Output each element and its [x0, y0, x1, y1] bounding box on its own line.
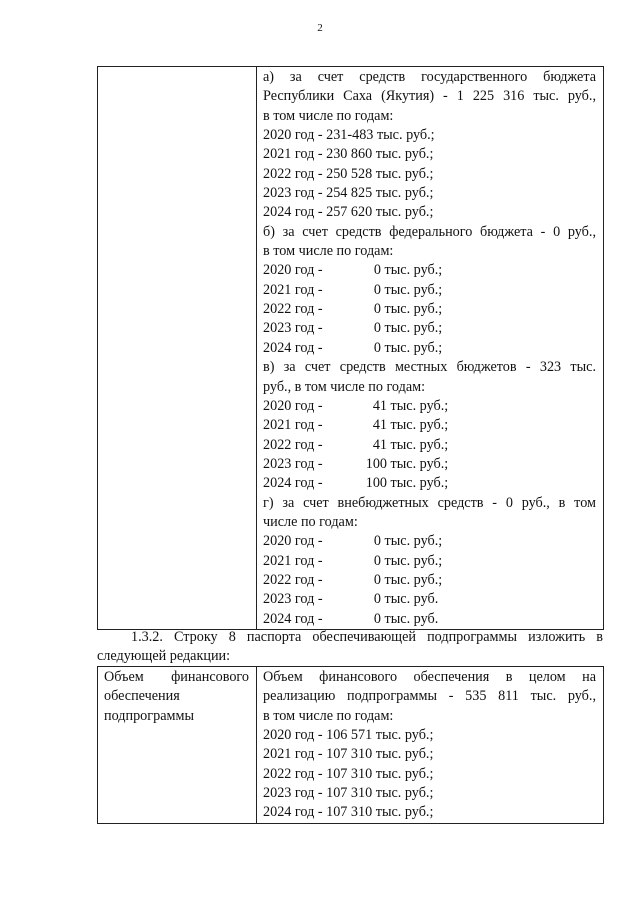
amendment-paragraph-line-2: следующей редакции:: [97, 648, 231, 664]
funding-b-year-row: 2022 год - 0 тыс. руб.;: [263, 301, 443, 318]
page-number: 2: [317, 22, 323, 34]
funding-b-line-2: в том числе по годам:: [263, 243, 394, 260]
funding-v-year-row: 2024 год - 100 тыс. руб.;: [263, 475, 449, 492]
funding-sources-cell: [257, 67, 604, 630]
row-label-cell: [98, 667, 257, 824]
funding-v-line-1: в) за счет средств местных бюджетов - 323 тыс.: [263, 359, 596, 376]
funding-g-line-1: г) за счет внебюджетных средств - 0 руб., в том: [263, 494, 596, 511]
funding-g-year-row: 2024 год - 0 тыс. руб.: [263, 610, 439, 627]
funding-a-year-2021: 2021 год - 230 860 тыс. руб.;: [263, 146, 434, 163]
funding-a-year-2022: 2022 год - 250 528 тыс. руб.;: [263, 165, 434, 182]
funding-v-line-2: руб., в том числе по годам:: [263, 378, 426, 395]
row-label-line-2: обеспечения: [104, 688, 180, 705]
funding-a-line-1: а) за счет средств государственного бюджета: [263, 69, 596, 85]
funding-g-year-row: 2023 год - 0 тыс. руб.: [263, 591, 439, 608]
subprogram-year-2021: 2021 год - 107 310 тыс. руб.;: [263, 746, 434, 763]
funding-v-year-row: 2020 год - 41 тыс. руб.;: [263, 397, 449, 414]
funding-v-year-row: 2021 год - 41 тыс. руб.;: [263, 417, 449, 434]
funding-a-year-2024: 2024 год - 257 620 тыс. руб.;: [263, 204, 434, 221]
funding-b-year-row: 2021 год - 0 тыс. руб.;: [263, 281, 443, 298]
funding-v-year-row: 2022 год - 41 тыс. руб.;: [263, 436, 449, 453]
subprogram-year-2023: 2023 год - 107 310 тыс. руб.;: [263, 785, 434, 802]
funding-a-line-3: в том числе по годам:: [263, 107, 394, 124]
subprogram-financing-cell: [257, 667, 604, 824]
financing-table-continued: [97, 66, 604, 630]
subprogram-year-2022: 2022 год - 107 310 тыс. руб.;: [263, 765, 434, 782]
funding-v-year-row: 2023 год - 100 тыс. руб.;: [263, 455, 449, 472]
empty-left-cell: [98, 67, 257, 630]
funding-a-line-2: Республики Саха (Якутия) - 1 225 316 тыс. руб.,: [263, 88, 596, 105]
funding-b-line-1: б) за счет средств федерального бюджета - 0 руб.,: [263, 223, 596, 240]
funding-g-year-row: 2022 год - 0 тыс. руб.;: [263, 571, 443, 588]
funding-g-year-row: 2021 год - 0 тыс. руб.;: [263, 552, 443, 569]
funding-a-year-2023: 2023 год - 254 825 тыс. руб.;: [263, 185, 434, 202]
funding-g-year-row: 2020 год - 0 тыс. руб.;: [263, 533, 443, 550]
subprogram-financing-line-2: реализацию подпрограммы - 535 811 тыс. руб.,: [263, 688, 596, 705]
subprogram-financing-table: [97, 666, 604, 824]
row-label-line-3: подпрограммы: [104, 707, 194, 724]
subprogram-year-2024: 2024 год - 107 310 тыс. руб.;: [263, 804, 434, 821]
funding-a-year-2020: 2020 год - 231-483 тыс. руб.;: [263, 127, 435, 144]
subprogram-year-2020: 2020 год - 106 571 тыс. руб.;: [263, 727, 434, 744]
amendment-paragraph-line-1: 1.3.2. Строку 8 паспорта обеспечивающей подпрограммы изложить в: [131, 629, 603, 645]
row-label-line-1: Объем финансового: [104, 669, 249, 685]
subprogram-financing-line-3: в том числе по годам:: [263, 707, 394, 724]
funding-b-year-row: 2023 год - 0 тыс. руб.;: [263, 320, 443, 337]
funding-b-year-row: 2024 год - 0 тыс. руб.;: [263, 339, 443, 356]
amendment-paragraph: [97, 628, 603, 666]
funding-b-year-row: 2020 год - 0 тыс. руб.;: [263, 262, 443, 279]
funding-g-line-2: числе по годам:: [263, 513, 358, 530]
subprogram-financing-line-1: Объем финансового обеспечения в целом на: [263, 669, 596, 685]
